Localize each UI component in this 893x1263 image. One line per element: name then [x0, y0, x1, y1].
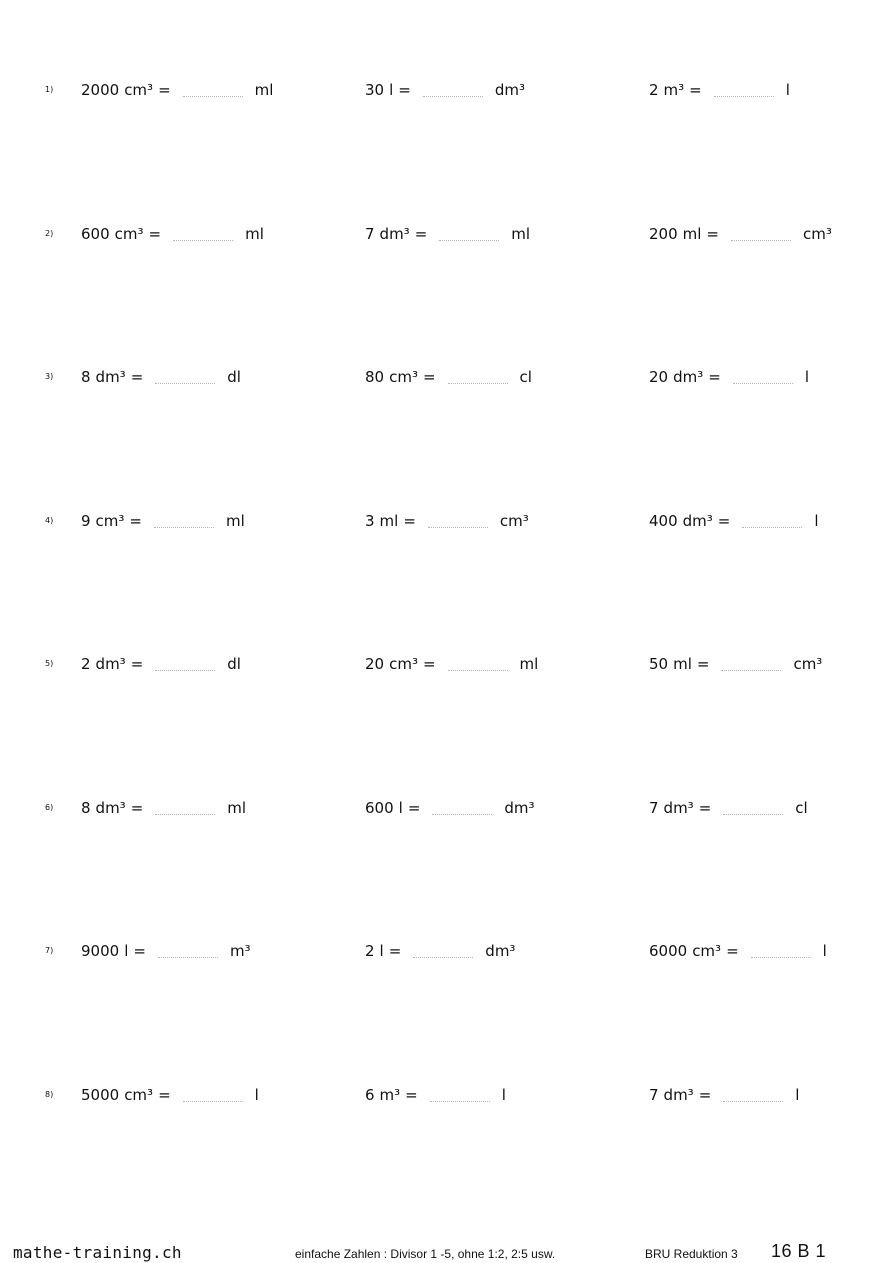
- unit-to: ml: [227, 799, 247, 817]
- value: 600: [81, 225, 110, 243]
- answer-blank[interactable]: [448, 658, 508, 671]
- unit-to: ml: [519, 655, 539, 673]
- unit-to: ml: [245, 225, 264, 243]
- value: 7: [649, 1086, 659, 1104]
- exercise-row: [0, 368, 893, 392]
- equals-sign: =: [698, 1086, 712, 1104]
- unit-from: ml: [682, 225, 702, 243]
- answer-blank[interactable]: [430, 1089, 490, 1102]
- row-number: 5): [45, 659, 54, 668]
- exercise-row: [0, 225, 893, 249]
- exercise: [649, 799, 808, 817]
- exercise: [649, 655, 822, 673]
- equals-sign: =: [717, 512, 731, 530]
- equals-sign: =: [129, 512, 142, 530]
- footer-code: BRU Reduktion 3: [645, 1247, 738, 1261]
- equals-sign: =: [706, 225, 719, 243]
- exercise: [365, 655, 538, 673]
- unit-from: l: [389, 81, 394, 99]
- value: 9000: [81, 942, 120, 960]
- unit-from: cm³: [95, 512, 125, 530]
- unit-from: m³: [379, 1086, 401, 1104]
- exercise: [365, 81, 525, 99]
- answer-blank[interactable]: [173, 228, 233, 241]
- exercise: [365, 368, 532, 386]
- unit-to: ml: [254, 81, 274, 99]
- unit-from: l: [379, 942, 384, 960]
- exercise-row: [0, 655, 893, 679]
- value: 3: [365, 512, 375, 530]
- row-number: 6): [45, 803, 54, 812]
- value: 2: [365, 942, 375, 960]
- equals-sign: =: [158, 1086, 171, 1104]
- value: 8: [81, 799, 91, 817]
- exercise: [649, 512, 819, 530]
- answer-blank[interactable]: [158, 945, 218, 958]
- equals-sign: =: [130, 655, 144, 673]
- unit-from: dm³: [95, 799, 126, 817]
- unit-from: l: [124, 942, 129, 960]
- value: 2: [81, 655, 91, 673]
- value: 50: [649, 655, 669, 673]
- value: 20: [365, 655, 385, 673]
- exercise: [81, 799, 246, 817]
- unit-from: dm³: [673, 368, 704, 386]
- exercise: [81, 81, 273, 99]
- value: 9: [81, 512, 91, 530]
- unit-to: cm³: [499, 512, 529, 530]
- exercise: [649, 1086, 799, 1104]
- unit-to: dl: [227, 655, 241, 673]
- unit-to: l: [814, 512, 819, 530]
- exercise: [81, 512, 245, 530]
- unit-from: cm³: [114, 225, 144, 243]
- answer-blank[interactable]: [742, 515, 802, 528]
- answer-blank[interactable]: [413, 945, 473, 958]
- unit-to: cl: [519, 368, 532, 386]
- value: 7: [649, 799, 659, 817]
- equals-sign: =: [689, 81, 702, 99]
- row-number: 8): [45, 1090, 54, 1099]
- value: 2: [649, 81, 659, 99]
- answer-blank[interactable]: [428, 515, 488, 528]
- unit-to: l: [822, 942, 827, 960]
- unit-from: cm³: [124, 1086, 154, 1104]
- answer-blank[interactable]: [155, 371, 215, 384]
- answer-blank[interactable]: [723, 1089, 783, 1102]
- unit-from: cm³: [389, 655, 418, 673]
- unit-from: l: [398, 799, 403, 817]
- exercise: [365, 225, 530, 243]
- equals-sign: =: [422, 655, 436, 673]
- equals-sign: =: [388, 942, 402, 960]
- unit-to: l: [254, 1086, 259, 1104]
- unit-from: cm³: [692, 942, 722, 960]
- value: 5000: [81, 1086, 120, 1104]
- equals-sign: =: [403, 512, 416, 530]
- row-number: 2): [45, 229, 54, 238]
- value: 8: [81, 368, 91, 386]
- value: 6: [365, 1086, 375, 1104]
- unit-from: dm³: [379, 225, 410, 243]
- equals-sign: =: [696, 655, 710, 673]
- exercise: [81, 655, 241, 673]
- exercise: [649, 81, 790, 99]
- value: 400: [649, 512, 678, 530]
- exercise: [365, 1086, 506, 1104]
- exercise-row: [0, 1086, 893, 1110]
- exercise-row: [0, 942, 893, 966]
- exercise: [649, 368, 809, 386]
- exercise: [81, 368, 241, 386]
- footer-page: 16 B 1: [771, 1241, 827, 1261]
- unit-from: dm³: [682, 512, 713, 530]
- unit-from: cm³: [389, 368, 418, 386]
- unit-to: l: [804, 368, 809, 386]
- value: 6000: [649, 942, 688, 960]
- answer-blank[interactable]: [733, 371, 793, 384]
- unit-to: l: [501, 1086, 506, 1104]
- answer-blank[interactable]: [751, 945, 811, 958]
- equals-sign: =: [158, 81, 171, 99]
- unit-to: ml: [511, 225, 531, 243]
- unit-to: m³: [229, 942, 251, 960]
- equals-sign: =: [708, 368, 721, 386]
- answer-blank[interactable]: [448, 371, 508, 384]
- footer-site: mathe-training.ch: [13, 1243, 182, 1262]
- answer-blank[interactable]: [714, 84, 774, 97]
- unit-to: cl: [795, 799, 808, 817]
- answer-blank[interactable]: [154, 515, 214, 528]
- exercise: [81, 225, 264, 243]
- unit-to: l: [795, 1086, 800, 1104]
- unit-from: ml: [673, 655, 692, 673]
- row-number: 1): [45, 85, 54, 94]
- unit-from: dm³: [95, 655, 126, 673]
- equals-sign: =: [698, 799, 712, 817]
- unit-to: cm³: [793, 655, 823, 673]
- exercise: [81, 1086, 259, 1104]
- answer-blank[interactable]: [723, 802, 783, 815]
- footer-description: einfache Zahlen : Divisor 1 -5, ohne 1:2, 2:5 usw.: [295, 1247, 556, 1261]
- answer-blank[interactable]: [423, 84, 483, 97]
- equals-sign: =: [407, 799, 421, 817]
- answer-blank[interactable]: [183, 1089, 243, 1102]
- equals-sign: =: [405, 1086, 418, 1104]
- unit-from: dm³: [663, 1086, 694, 1104]
- unit-to: dl: [227, 368, 241, 386]
- unit-to: ml: [226, 512, 245, 530]
- value: 7: [365, 225, 375, 243]
- equals-sign: =: [130, 799, 144, 817]
- value: 600: [365, 799, 394, 817]
- row-number: 3): [45, 372, 54, 381]
- row-number: 7): [45, 946, 54, 955]
- answer-blank[interactable]: [183, 84, 243, 97]
- exercise-row: [0, 512, 893, 536]
- answer-blank[interactable]: [721, 658, 781, 671]
- exercise-row: [0, 799, 893, 823]
- value: 200: [649, 225, 678, 243]
- exercise: [649, 942, 827, 960]
- value: 2000: [81, 81, 120, 99]
- exercise-row: [0, 81, 893, 105]
- unit-to: dm³: [485, 942, 516, 960]
- unit-to: cm³: [803, 225, 832, 243]
- value: 30: [365, 81, 385, 99]
- unit-from: dm³: [95, 368, 126, 386]
- exercise: [81, 942, 251, 960]
- equals-sign: =: [130, 368, 144, 386]
- exercise: [365, 512, 529, 530]
- equals-sign: =: [422, 368, 436, 386]
- exercise: [649, 225, 832, 243]
- unit-from: ml: [379, 512, 399, 530]
- equals-sign: =: [726, 942, 739, 960]
- value: 20: [649, 368, 669, 386]
- unit-to: dm³: [494, 81, 525, 99]
- answer-blank[interactable]: [155, 658, 215, 671]
- answer-blank[interactable]: [432, 802, 492, 815]
- answer-blank[interactable]: [731, 228, 791, 241]
- unit-to: dm³: [504, 799, 535, 817]
- equals-sign: =: [398, 81, 411, 99]
- equals-sign: =: [148, 225, 162, 243]
- answer-blank[interactable]: [155, 802, 215, 815]
- row-number: 4): [45, 516, 54, 525]
- exercise: [365, 942, 515, 960]
- equals-sign: =: [133, 942, 146, 960]
- equals-sign: =: [414, 225, 428, 243]
- answer-blank[interactable]: [439, 228, 499, 241]
- unit-from: cm³: [124, 81, 154, 99]
- exercise: [365, 799, 535, 817]
- unit-from: m³: [663, 81, 685, 99]
- unit-from: dm³: [663, 799, 694, 817]
- unit-to: l: [785, 81, 790, 99]
- value: 80: [365, 368, 385, 386]
